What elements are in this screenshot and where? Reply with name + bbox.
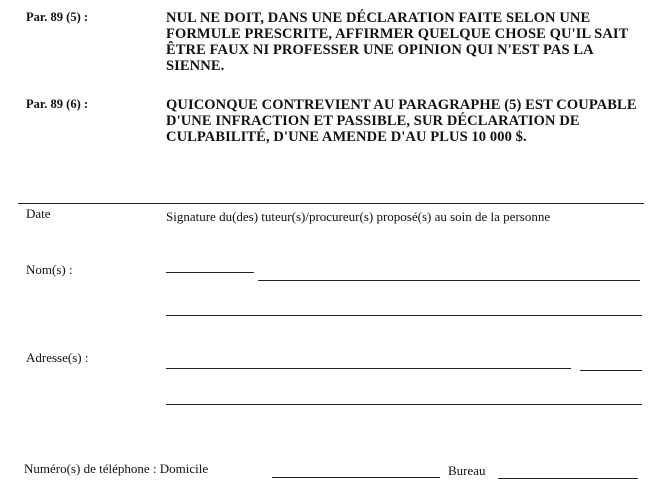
clause-reference: Par. 89 (5) :: [26, 10, 89, 24]
phone-office-line[interactable]: [498, 478, 638, 479]
names-line-1b[interactable]: [258, 280, 640, 281]
address-line-1b[interactable]: [580, 370, 642, 371]
clause-reference: Par. 89 (6) :: [26, 97, 89, 111]
separator-line: [18, 203, 644, 204]
names-line-1a[interactable]: [166, 272, 254, 273]
address-label: Adresse(s) :: [26, 350, 89, 365]
phone-home-line[interactable]: [272, 477, 440, 478]
names-label: Nom(s) :: [26, 262, 73, 277]
clause-text: NUL NE DOIT, DANS UNE DÉCLARATION FAITE SELON UNE FORMULE PRESCRITE, AFFIRMER QUELQUE CHOSE QU'IL SAIT ÊTRE FAUX NI PROFESSER UNE OPINION QUI N'EST PAS LA SIENNE.: [166, 10, 629, 74]
names-line-2[interactable]: [166, 315, 642, 316]
phone-office-label: Bureau: [448, 463, 486, 478]
address-line-1a[interactable]: [166, 368, 571, 369]
address-line-2[interactable]: [166, 404, 642, 405]
signature-caption: Signature du(des) tuteur(s)/procureur(s) proposé(s) au soin de la personne: [166, 209, 551, 224]
phone-home-label: Numéro(s) de téléphone : Domicile: [24, 461, 209, 476]
date-label: Date: [26, 206, 51, 221]
clause-text: QUICONQUE CONTREVIENT AU PARAGRAPHE (5) EST COUPABLE D'UNE INFRACTION ET PASSIBLE, SUR DÉCLARATION DE CULPABILITÉ, D'UNE AMENDE D'AU PLUS 10 000 $.: [166, 97, 637, 145]
